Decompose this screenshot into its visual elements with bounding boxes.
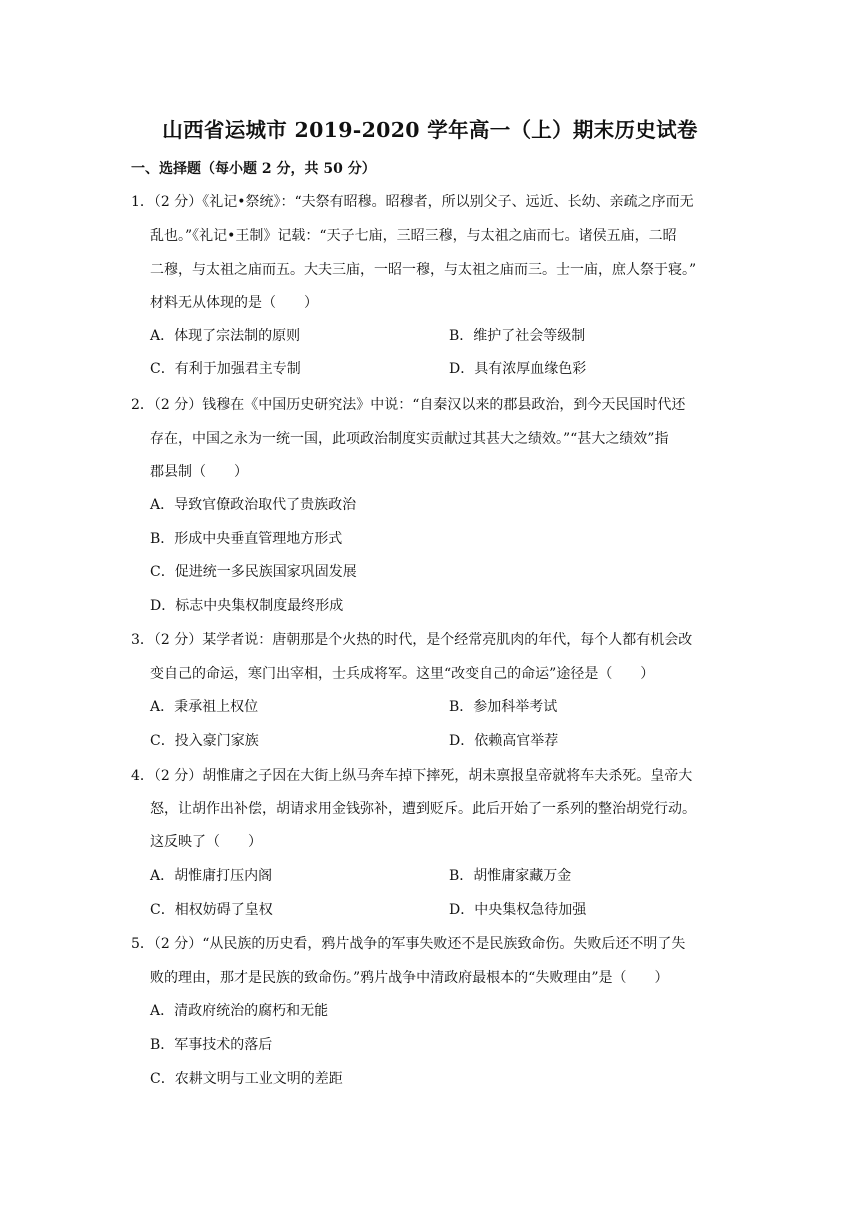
- question-text-line: 1．（2 分）《礼记•祭统》：“夫祭有昭穆。昭穆者，所以别父子、远近、长幼、亲疏之序而无: [131, 194, 694, 210]
- option-d: D．依赖高官举荐: [449, 733, 559, 749]
- option-c: C．投入豪门家族: [150, 733, 259, 749]
- question-text-line: 3．（2 分）某学者说：唐朝那是个火热的时代，是个经常亮肌肉的年代，每个人都有机会改: [131, 632, 693, 648]
- question-text-line: 变自己的命运，寒门出宰相，士兵成将军。这里“改变自己的命运”途径是（ ）: [150, 666, 655, 682]
- question-text-line: 4．（2 分）胡惟庸之子因在大街上纵马奔车掉下摔死，胡未禀报皇帝就将车夫杀死。皇帝大: [131, 768, 693, 784]
- question-text-line: 乱也。”《礼记•王制》记载：“天子七庙，三昭三穆，与太祖之庙而七。诸侯五庙，二昭: [150, 228, 677, 244]
- option-a: A．秉承祖上权位: [150, 699, 259, 715]
- question-text-line: 5．（2 分）“从民族的历史看，鸦片战争的军事失败还不是民族致命伤。失败后还不明了失: [131, 936, 686, 952]
- option-c: C．农耕文明与工业文明的差距: [150, 1071, 343, 1087]
- option-c: C．促进统一多民族国家巩固发展: [150, 564, 357, 580]
- option-d: D．标志中央集权制度最终形成: [150, 598, 344, 614]
- question-text-line: 存在，中国之永为一统一国，此项政治制度实贡献过其甚大之绩效。”“甚大之绩效”指: [150, 431, 669, 447]
- option-a: A．胡惟庸打压内阁: [150, 868, 273, 884]
- question-text-line: 这反映了（ ）: [150, 834, 262, 850]
- page-title: 山西省运城市 2019-2020 学年高一（上）期末历史试卷: [162, 118, 698, 142]
- option-a: A．清政府统治的腐朽和无能: [150, 1003, 329, 1019]
- option-a: A．导致官僚政治取代了贵族政治: [150, 497, 357, 513]
- option-c: C．有利于加强君主专制: [150, 361, 301, 377]
- question-text-line: 怒，让胡作出补偿，胡请求用金钱弥补，遭到贬斥。此后开始了一系列的整治胡党行动。: [150, 801, 696, 817]
- section-heading: 一、选择题（每小题 2 分，共 50 分）: [131, 161, 376, 177]
- option-b: B．军事技术的落后: [150, 1037, 273, 1053]
- option-c: C．相权妨碍了皇权: [150, 902, 273, 918]
- option-b: B．维护了社会等级制: [449, 328, 586, 344]
- option-b: B．参加科举考试: [449, 699, 558, 715]
- question-text-line: 郡县制（ ）: [150, 464, 248, 480]
- question-text-line: 材料无从体现的是（ ）: [150, 295, 318, 311]
- question-text-line: 败的理由，那才是民族的致命伤。”鸦片战争中清政府最根本的“失败理由”是（ ）: [150, 970, 669, 986]
- question-text-line: 二穆，与太祖之庙而五。大夫三庙，一昭一穆，与太祖之庙而三。士一庙，庶人祭于寝。”: [150, 262, 697, 278]
- question-text-line: 2．（2 分）钱穆在《中国历史研究法》中说：“自秦汉以来的郡县政治，到今天民国时代还: [131, 397, 686, 413]
- option-b: B．形成中央垂直管理地方形式: [150, 531, 343, 547]
- option-b: B．胡惟庸家藏万金: [449, 868, 572, 884]
- option-a: A．体现了宗法制的原则: [150, 328, 301, 344]
- option-d: D．具有浓厚血缘色彩: [449, 361, 587, 377]
- option-d: D．中央集权急待加强: [449, 902, 587, 918]
